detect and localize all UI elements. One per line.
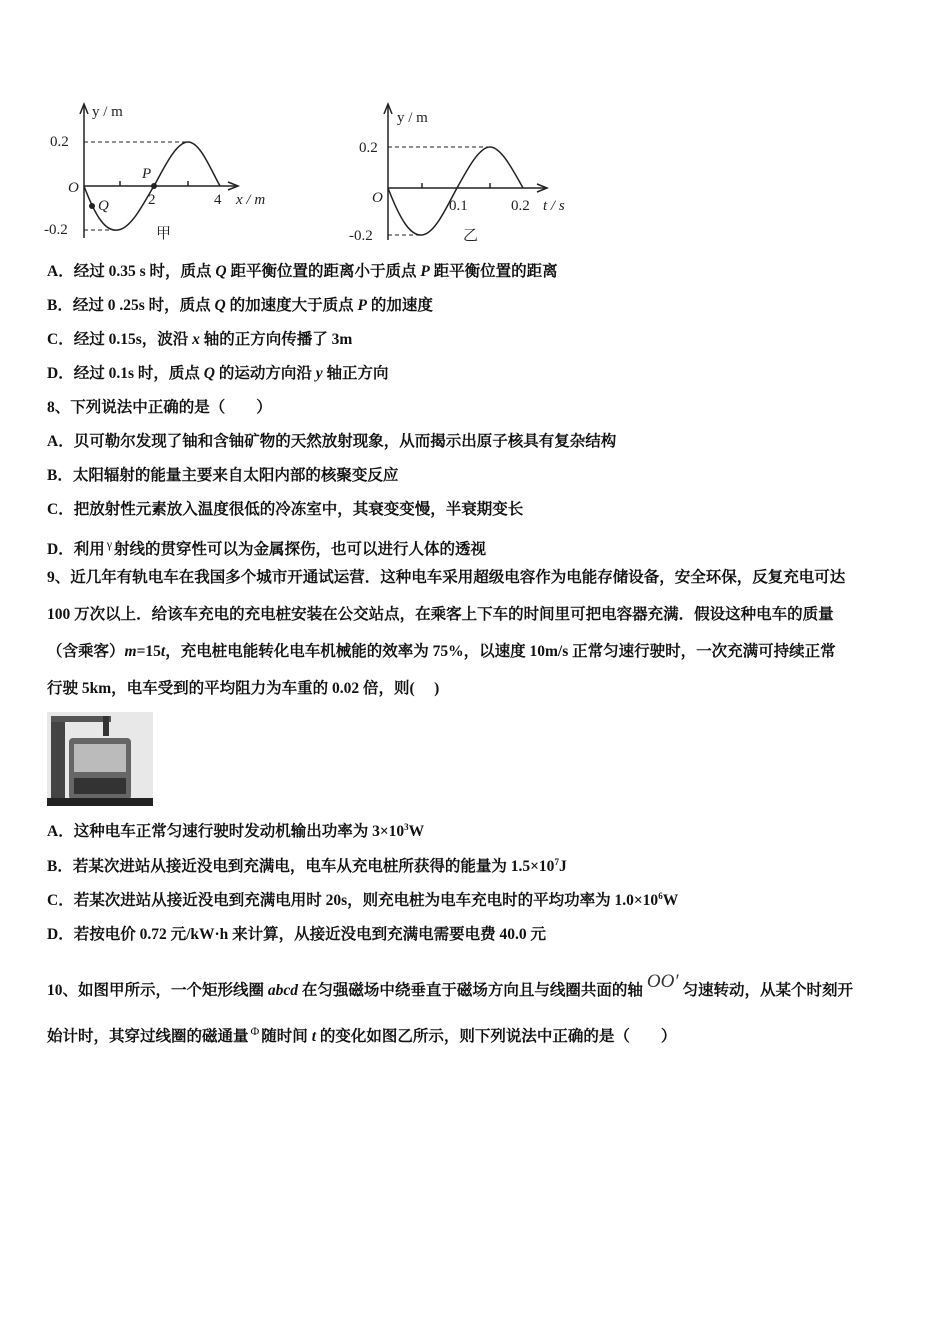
- text-segment: ，充电桩电能转化电车机械能的效率为 75%，以速度 10m/s 正常匀速行驶时，一次充满可持续正常: [165, 643, 836, 660]
- text-line: [47, 534, 486, 560]
- text-segment: Q: [215, 263, 227, 280]
- text-segment: 9、近几年有轨电车在我国多个城市开通试运营．这种电车采用超级电容作为电能存储设备，安全环保，反复充电可达: [47, 569, 846, 586]
- text-line: [47, 679, 439, 699]
- text-segment: 轴的正方向传播了 3m: [199, 331, 353, 348]
- text-segment: 的运动方向沿: [214, 365, 316, 382]
- xtick-0-2: 0.2: [511, 198, 530, 214]
- text-segment: C．若某次进站从接近没电到充满电用时 20s，则充电桩为电车充电时的平均功率为 1.0×10: [47, 892, 659, 909]
- caption-yi: 乙: [463, 228, 479, 244]
- text-line: [47, 432, 616, 452]
- text-segment: 的变化如图乙所示，则下列说法中正确的是（ ）: [316, 1028, 677, 1045]
- text-line: [47, 972, 853, 1001]
- ytick-top: 0.2: [50, 134, 69, 150]
- text-segment: 7: [554, 857, 559, 867]
- text-segment: t: [311, 1028, 316, 1045]
- label-q: Q: [98, 198, 109, 214]
- y-axis-label: y / m: [92, 104, 123, 120]
- text-line: [47, 605, 834, 625]
- origin-label: O: [372, 190, 383, 206]
- origin-label: O: [68, 180, 79, 196]
- x-axis-label: t / s: [543, 198, 565, 214]
- text-line: [47, 330, 352, 350]
- point-p: [151, 183, 157, 189]
- vibration-curve: [388, 147, 523, 235]
- text-segment: 3: [404, 822, 409, 832]
- text-segment: 6: [658, 891, 663, 901]
- text-segment: B．经过 0 .25s 时，质点: [47, 297, 215, 314]
- text-segment: P: [420, 263, 430, 280]
- text-segment: A．这种电车正常匀速行驶时发动机输出功率为 3×10: [47, 823, 405, 840]
- text-segment: 射线的贯穿性可以为金属探伤，也可以进行人体的透视: [114, 541, 487, 558]
- text-line: [47, 364, 388, 384]
- ytick-bottom: -0.2: [349, 228, 373, 244]
- text-segment: Q: [214, 297, 226, 314]
- text-line: [47, 500, 523, 520]
- text-line: [47, 857, 567, 877]
- text-segment: t: [160, 643, 166, 660]
- text-line: [47, 466, 398, 486]
- text-segment: m: [124, 643, 137, 660]
- text-segment: 匀速转动，从某个时刻开: [682, 982, 854, 999]
- xtick-0-1: 0.1: [449, 198, 468, 214]
- text-segment: 始计时，其穿过线圈的磁通量: [47, 1028, 249, 1045]
- text-segment: 100 万次以上．给该车充电的充电桩安装在公交站点，在乘客上下车的时间里可把电容器充满．假设这种电车的质量: [47, 606, 834, 623]
- text-segment: 8、下列说法中正确的是（ ）: [47, 399, 272, 416]
- label-p: P: [142, 166, 152, 182]
- x-axis-label: x / m: [236, 192, 266, 208]
- text-line: [47, 925, 546, 945]
- text-segment: B．太阳辐射的能量主要来自太阳内部的核聚变反应: [47, 467, 399, 484]
- text-line: [47, 891, 678, 911]
- text-segment: 轴正方向: [322, 365, 389, 382]
- text-segment: 的加速度大于质点: [225, 297, 358, 314]
- text-segment: J: [558, 858, 567, 875]
- text-segment: C．把放射性元素放入温度很低的冷冻室中，其衰变变慢，半衰期变长: [47, 501, 524, 518]
- text-segment: OO′: [646, 971, 679, 992]
- text-segment: C．经过 0.15s，波沿: [47, 331, 193, 348]
- text-segment: 在匀强磁场中绕垂直于磁场方向且与线圈共面的轴: [298, 982, 643, 999]
- text-line: [47, 822, 424, 842]
- text-segment: y: [315, 365, 323, 382]
- xtick-2: 2: [148, 192, 156, 208]
- text-segment: A．贝可勒尔发现了铀和含铀矿物的天然放射现象，从而揭示出原子核具有复杂结构: [47, 433, 617, 450]
- text-segment: 距平衡位置的距离: [429, 263, 558, 280]
- text-segment: abcd: [267, 982, 299, 999]
- text-line: [47, 296, 433, 316]
- caption-jia: 甲: [156, 226, 172, 242]
- ytick-bottom: -0.2: [44, 222, 68, 238]
- text-segment: D．经过 0.1s 时，质点: [47, 365, 204, 382]
- text-segment: 行驶 5km，电车受到的平均阻力为车重的 0.02 倍，则( ): [47, 680, 440, 697]
- text-line: [47, 568, 845, 588]
- text-segment: 随时间: [261, 1028, 312, 1045]
- text-segment: 距平衡位置的距离小于质点: [226, 263, 421, 280]
- text-segment: γ: [106, 537, 113, 551]
- text-segment: A．经过 0.35 s 时，质点: [47, 263, 216, 280]
- text-segment: 的加速度: [366, 297, 433, 314]
- xtick-4: 4: [214, 192, 222, 208]
- text-segment: W: [662, 892, 679, 909]
- ytick-top: 0.2: [359, 140, 378, 156]
- tram-charging-photo: [47, 712, 153, 806]
- text-segment: Q: [203, 365, 215, 382]
- text-line: [47, 642, 836, 662]
- text-segment: 10、如图甲所示，一个矩形线圈: [47, 982, 268, 999]
- text-segment: =15: [136, 643, 161, 660]
- y-axis-label: y / m: [397, 110, 428, 126]
- text-line: [47, 1021, 676, 1047]
- text-segment: P: [357, 297, 367, 314]
- text-segment: x: [192, 331, 200, 348]
- vibration-graph-yi: [345, 98, 595, 246]
- text-segment: D．利用: [47, 541, 105, 558]
- text-line: [47, 262, 558, 282]
- text-segment: D．若按电价 0.72 元/kW·h 来计算，从接近没电到充满电需要电费 40.0 元: [47, 926, 547, 943]
- point-q: [89, 203, 95, 209]
- text-segment: Φ: [250, 1024, 260, 1038]
- text-segment: W: [408, 823, 425, 840]
- text-segment: （含乘客）: [47, 643, 125, 660]
- text-segment: B．若某次进站从接近没电到充满电，电车从充电桩所获得的能量为 1.5×10: [47, 858, 555, 875]
- wave-graph-jia: [40, 98, 300, 246]
- text-line: [47, 398, 272, 418]
